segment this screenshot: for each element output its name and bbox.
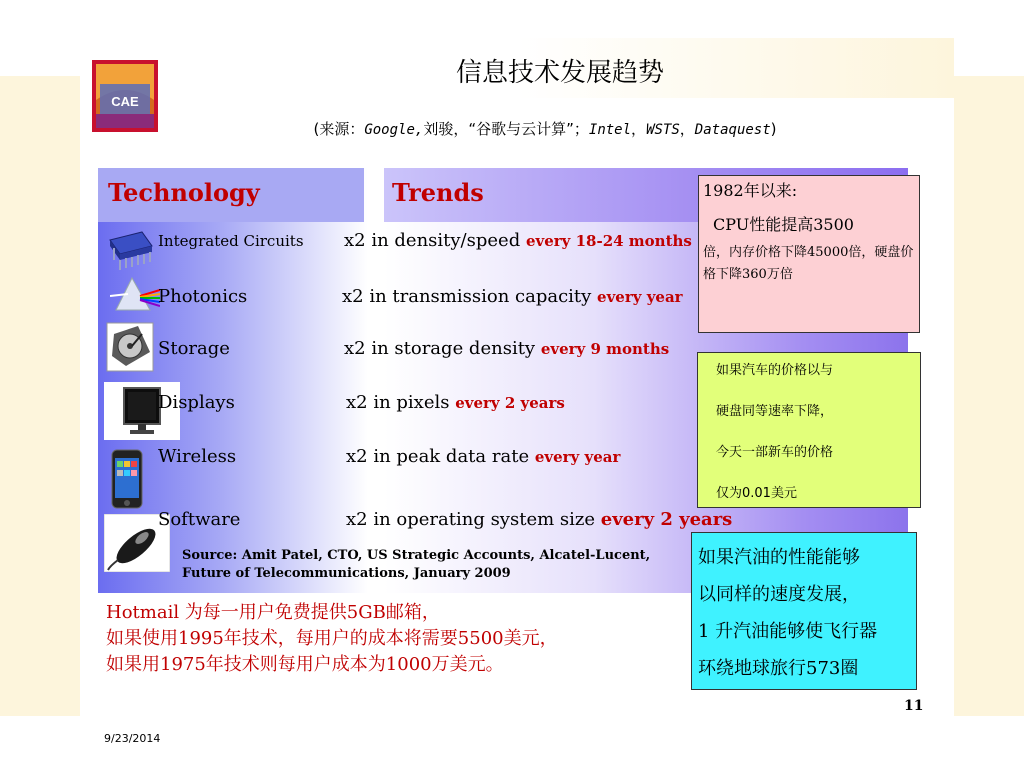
prism-icon bbox=[110, 276, 160, 316]
car-price-box bbox=[697, 352, 921, 508]
trend-text: x2 in storage density bbox=[344, 338, 536, 359]
car-line-1: 如果汽车的价格以与 bbox=[716, 363, 834, 378]
hotmail-line-3: 如果用1975年技术则每用户成本为1000万美元。 bbox=[106, 654, 504, 675]
trend-text: x2 in density/speed bbox=[344, 230, 521, 251]
trend-period: every 2 years bbox=[600, 509, 733, 530]
subtitle-suffix: ) bbox=[770, 120, 777, 138]
row-trend-storage bbox=[344, 338, 669, 359]
cae-logo-icon bbox=[92, 60, 158, 132]
cpu-fact-box bbox=[698, 175, 920, 333]
row-trend-wireless bbox=[346, 446, 620, 467]
trend-period: every 2 years bbox=[455, 394, 565, 412]
trend-period: every 18-24 months bbox=[525, 232, 692, 250]
source-citation bbox=[182, 547, 652, 583]
technology-header: Technology bbox=[108, 178, 260, 207]
trend-text: x2 in transmission capacity bbox=[342, 286, 592, 307]
trend-text: x2 in peak data rate bbox=[346, 446, 530, 467]
car-line-4: 仅为0.01美元 bbox=[716, 486, 797, 501]
hard-disk-icon bbox=[106, 322, 154, 372]
subtitle-google: Google, bbox=[364, 122, 424, 138]
fuel-line-2: 以同样的速度发展， bbox=[698, 584, 860, 605]
cpu-fact-line-2: CPU性能提高3500 bbox=[713, 215, 854, 234]
trend-period: every year bbox=[597, 288, 683, 306]
hotmail-line-2: 如果使用1995年技术，每用户的成本将需要5500美元， bbox=[106, 628, 558, 649]
row-trend-software bbox=[346, 509, 732, 530]
subtitle-sep1: ， bbox=[631, 120, 647, 138]
cpu-fact-line-3: 倍，内存价格下降45000倍，硬盘价格下降360万倍 bbox=[703, 245, 914, 282]
fuel-line-1: 如果汽油的性能能够 bbox=[698, 547, 860, 568]
subtitle-sep2: ， bbox=[679, 120, 695, 138]
trend-text: x2 in pixels bbox=[346, 392, 450, 413]
fuel-box bbox=[691, 532, 917, 690]
subtitle-dataquest: Dataquest bbox=[694, 122, 771, 138]
row-label-integrated-circuits: Integrated Circuits bbox=[158, 232, 304, 250]
row-label-displays: Displays bbox=[158, 392, 235, 413]
row-trend-photonics bbox=[342, 286, 683, 307]
chip-icon bbox=[104, 226, 156, 272]
trends-header: Trends bbox=[392, 178, 484, 207]
row-trend-displays bbox=[346, 392, 565, 413]
subtitle-prefix: (来源： bbox=[313, 120, 365, 138]
row-label-photonics: Photonics bbox=[158, 286, 248, 307]
fuel-line-3: 1 升汽油能够使飞行器 bbox=[698, 621, 878, 642]
row-label-storage: Storage bbox=[158, 338, 230, 359]
slide-title: 信息技术发展趋势 bbox=[455, 58, 664, 88]
hotmail-note bbox=[106, 600, 686, 678]
page-number: 11 bbox=[904, 698, 924, 714]
trend-text: x2 in operating system size bbox=[346, 509, 596, 530]
row-trend-integrated-circuits bbox=[344, 230, 692, 251]
subtitle-intel: Intel bbox=[588, 122, 632, 138]
subtitle-wsts: WSTS bbox=[646, 122, 680, 138]
slide-date: 9/23/2014 bbox=[104, 732, 161, 745]
cpu-fact-line-1: 1982年以来: bbox=[703, 181, 798, 200]
row-label-wireless: Wireless bbox=[158, 446, 237, 467]
car-line-3: 今天一部新车的价格 bbox=[716, 445, 834, 460]
row-label-software: Software bbox=[158, 509, 241, 530]
slide-subtitle bbox=[150, 118, 940, 139]
logo-text: CAE bbox=[111, 94, 139, 109]
phone-icon bbox=[110, 448, 144, 510]
source-line-1: Source: Amit Patel, CTO, US Strategic Accounts, Alcatel-Lucent, bbox=[182, 548, 651, 563]
fuel-line-4: 环绕地球旅行573圈 bbox=[698, 658, 859, 679]
subtitle-mid: 刘骏，“谷歌与云计算”； bbox=[423, 120, 589, 138]
source-line-2: Future of Telecommunications, January 2009 bbox=[182, 566, 511, 581]
car-line-2: 硬盘同等速率下降， bbox=[716, 404, 834, 419]
trend-period: every 9 months bbox=[540, 340, 670, 358]
hotmail-line-1: Hotmail 为每一用户免费提供5GB邮箱， bbox=[106, 602, 440, 623]
trend-period: every year bbox=[534, 448, 621, 466]
